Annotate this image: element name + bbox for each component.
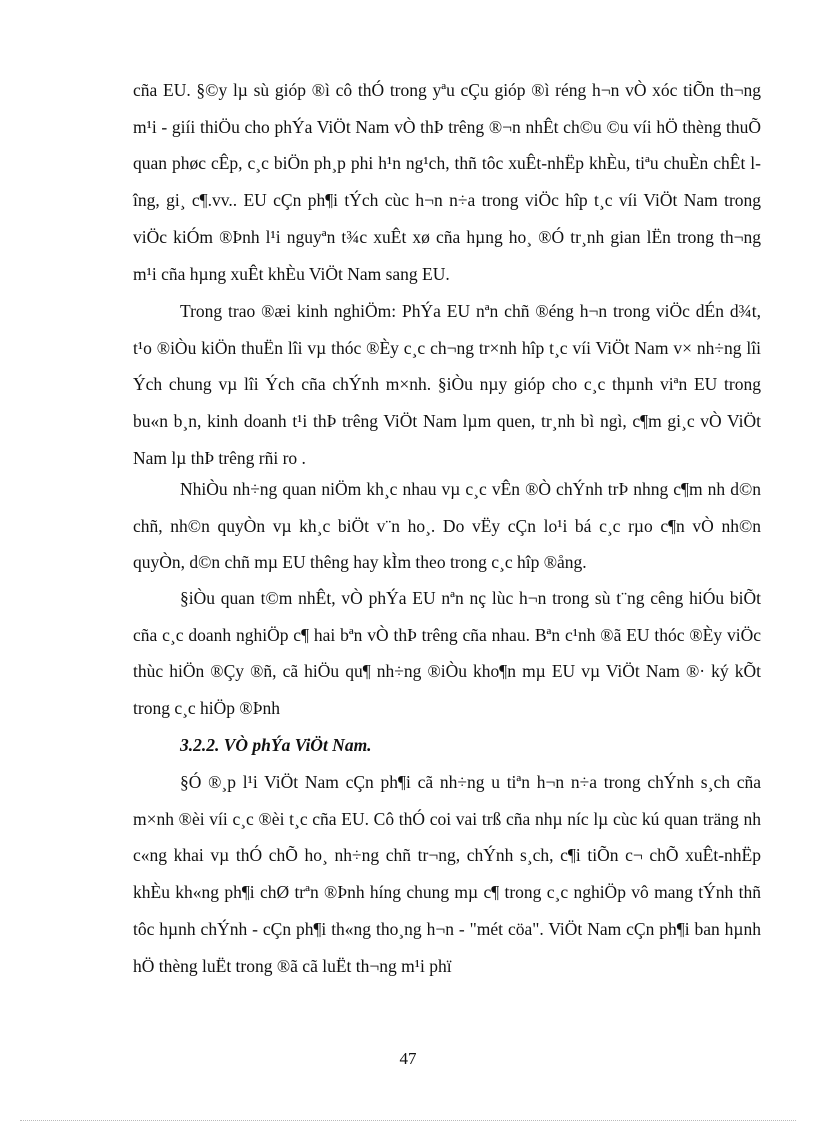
text-line: quan träng nh c«ng khai vµ thÓ chÕ ho¸ nh÷ng chñ tr¬ng, chÝnh s¸ch, c¶i tiÕn bbox=[133, 808, 762, 866]
paragraph-2 bbox=[133, 293, 761, 477]
paragraph-5 bbox=[133, 764, 761, 984]
text-line: hîp t¸c víi ViÖt Nam trong viÖc kiÓm ®Þnh l¹i nguyªn t¾c xuÊt xø cña hµng ho¸ bbox=[133, 190, 762, 247]
text-line: d¾t, t¹o ®iÒu kiÖn thuËn lîi vµ thóc ®Èy c¸c ch¬ng tr×nh hîp t¸c víi ViÖt Nam bbox=[133, 301, 761, 358]
paragraph-4 bbox=[133, 580, 761, 727]
text-line: Nam ®· ký kÕt trong c¸c hiÖp ®Þnh bbox=[133, 661, 761, 719]
paragraph-1 bbox=[133, 72, 761, 292]
page-number: 47 bbox=[399, 1049, 417, 1068]
text-line: ®Ó tr¸nh gian lËn trong th¬ng m¹i cña hµng xuÊt khÈu ViÖt Nam sang EU. bbox=[133, 226, 761, 284]
text-line: Trong trao ®æi kinh nghiÖm: PhÝa EU nªn chñ ®éng h¬n trong viÖc dÉn bbox=[180, 301, 724, 321]
text-line: hÖ thèng thuÕ quan phøc cÊp, c¸c biÖn ph¸p phi h¹n ng¹ch, thñ tôc xuÊt-nhËp bbox=[133, 116, 762, 174]
text-line: khÈu, tiªu chuÈn chÊt lîng, gi¸ c¶.vv.. EU cÇn ph¶i tÝch cùc h¬n n÷a trong viÖc bbox=[133, 153, 761, 211]
text-line: nghiÖp vô mang tÝnh thñ tôc hµnh chÝnh - cÇn ph¶i th«ng tho¸ng h¬n - "mét bbox=[133, 882, 761, 939]
text-line: cña m×nh ®èi víi c¸c ®èi t¸c cña EU. Cô thÓ coi vai trß cña nhµ níc lµ cùc kú bbox=[133, 772, 762, 829]
text-line: §iÒu quan t©m nhÊt, vÒ phÝa EU nªn nç lùc h¬n trong sù t¨ng cêng hiÓu bbox=[180, 588, 725, 608]
text-line: th¬ng m¹i - giíi thiÖu cho phÝa ViÖt Nam vÒ thÞ trêng ®¬n nhÊt ch©u ©u víi bbox=[133, 80, 762, 137]
footer-divider bbox=[20, 1120, 796, 1121]
text-line: cöa". ViÖt Nam cÇn ph¶i ban hµnh hÖ thèng luËt trong ®ã cã luËt th¬ng m¹i phï bbox=[133, 918, 761, 976]
text-line: d©n chñ, nh©n quyÒn vµ kh¸c biÖt v¨n ho¸. Do vËy cÇn lo¹i bá c¸c rµo c¶n vÒ bbox=[133, 479, 761, 536]
paragraph-3 bbox=[133, 471, 761, 581]
section-heading-block bbox=[133, 727, 761, 764]
section-heading: 3.2.2. VÒ phÝa ViÖt Nam. bbox=[180, 735, 372, 755]
text-line: viªn EU trong bu«n b¸n, kinh doanh t¹i thÞ trêng ViÖt Nam lµm quen, tr¸nh bì ngì, bbox=[133, 374, 761, 432]
text-line: cña EU. §©y lµ sù gióp ®ì cô thÓ trong yªu cÇu gióp ®ì réng h¬n vÒ xóc tiÕn bbox=[133, 80, 715, 100]
text-line: v× nh÷ng lîi Ých chung vµ lîi Ých cña chÝnh m×nh. §iÒu nµy gióp cho c¸c thµnh bbox=[133, 337, 762, 395]
text-line: nh©n quyÒn, d©n chñ mµ EU thêng hay kÌm theo trong c¸c hîp ®ång. bbox=[133, 515, 762, 573]
text-line: c¬ chÕ xuÊt-nhËp khÈu kh«ng ph¶i chØ trªn ®Þnh híng chung mµ c¶ trong c¸c bbox=[133, 845, 761, 903]
text-line: NhiÒu nh÷ng quan niÖm kh¸c nhau vµ c¸c vÊn ®Ò chÝnh trÞ nhng c¶m nh bbox=[180, 479, 726, 499]
text-line: ®Èy viÖc thùc hiÖn ®Çy ®ñ, cã hiÖu qu¶ nh÷ng ®iÒu kho¶n mµ EU vµ ViÖt bbox=[133, 624, 761, 682]
text-line: c¶m gi¸c vÒ ViÖt Nam lµ thÞ trêng rñi ro . bbox=[133, 411, 761, 468]
text-line: biÕt cña c¸c doanh nghiÖp c¶ hai bªn vÒ thÞ trêng cña nhau. Bªn c¹nh ®ã EU thóc bbox=[133, 588, 761, 645]
text-line: §Ó ®¸p l¹i ViÖt Nam cÇn ph¶i cã nh÷ng u tiªn h¬n n÷a trong chÝnh s¸ch bbox=[180, 772, 730, 792]
